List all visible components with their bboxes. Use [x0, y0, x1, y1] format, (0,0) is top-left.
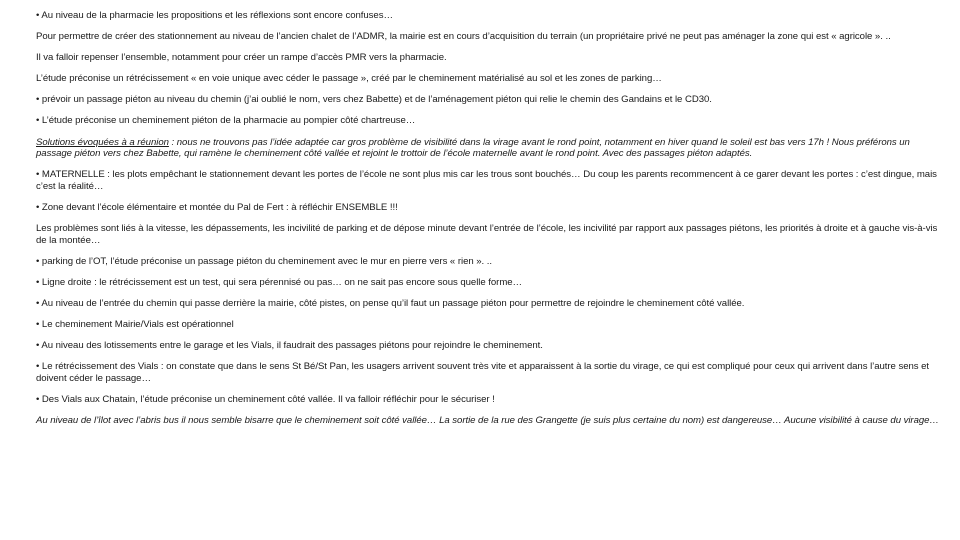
paragraph-vials-chatain: • Des Vials aux Chatain, l’étude préconise un cheminement côté vallée. Il va falloir réfléchir pour le sécuriser !	[36, 393, 495, 405]
solutions-heading: Solutions évoquées à a réunion	[36, 136, 169, 148]
paragraph-cheminement-pharmacie: • L’étude préconise un cheminement piéton de la pharmacie au pompier côté chartreuse…	[36, 115, 416, 127]
document-body	[36, 10, 948, 436]
solutions-text: : nous ne trouvons pas l’idée adaptée car gros problème de visibilité dans la virage avant le rond point, notamment en hiver quand le soleil est bas vers 17h ! Nous préférons un passage piéton vers chez Babette, qui ramène le cheminement côté vallée et rejoint le trottoir de l’école maternelle avant le rond point. Avec des passages piéton adaptés.	[36, 136, 910, 160]
paragraph-chemin-mairie: • Au niveau de l’entrée du chemin qui passe derrière la mairie, côté pistes, on pense qu’il faut un passage piéton pour permettre de rejoindre le cheminement côté vallée.	[36, 297, 745, 309]
paragraph-retrecissement-vials: • Le rétrécissement des Vials : on constate que dans le sens St Bé/St Pan, les usagers arrivent souvent très vite et apparaissent à la sortie du virage, ce qui est compliqué pour ceux qui arrivent dans l’autre sens et doivent céder le passage…	[36, 361, 930, 384]
paragraph-problemes: Les problèmes sont liés à la vitesse, les dépassements, les incivilité de parking et de dépose minute devant l’entrée de l’école, les incivilité par rapport aux passages piétons, les priorités à droite et à gauche vis-à-vis de la montée…	[36, 223, 938, 246]
paragraph-maternelle: • MATERNELLE : les plots empêchant le stationnement devant les portes de l’école ne sont plus mis car les trous sont bouchés… Du coup les parents recommencent à ce garer devant les portes : c’est dingue, mais c’est la réalité…	[36, 169, 937, 192]
paragraph-passage-pieton: • prévoir un passage piéton au niveau du chemin (j’ai oublié le nom, vers chez Babette) et de l’aménagement piéton qui relie le chemin des Gandains et le CD30.	[36, 94, 712, 106]
paragraph-cheminement-vials: • Le cheminement Mairie/Vials est opérationnel	[36, 319, 234, 330]
paragraph-zone-ecole: • Zone devant l’école élémentaire et montée du Pal de Fert : à réfléchir ENSEMBLE !!!	[36, 201, 398, 213]
paragraph-lotissements: • Au niveau des lotissements entre le garage et les Vials, il faudrait des passages piétons pour rejoindre le cheminement.	[36, 340, 543, 352]
paragraph-retrecissement: L’étude préconise un rétrécissement « en voie unique avec céder le passage », créé par le cheminement matérialisé au sol et les zones de parking…	[36, 73, 662, 85]
paragraph-rampe-pmr: Il va falloir repenser l’ensemble, notamment pour créer un rampe d’accès PMR vers la pharmacie.	[36, 52, 447, 64]
paragraph-ilot-abris-bus: Au niveau de l’îlot avec l’abris bus il nous semble bisarre que le cheminement soit côté vallée… La sortie de la rue des Grangette (je suis plus certaine du nom) est dangereuse… Aucune visibilité à cause du virage…	[36, 414, 939, 426]
paragraph-ligne-droite: • Ligne droite : le rétrécissement est un test, qui sera pérennisé ou pas… on ne sait pas encore sous quelle forme…	[36, 276, 523, 288]
paragraph-solutions	[36, 137, 948, 160]
paragraph-stationnement: Pour permettre de créer des stationnement au niveau de l’ancien chalet de l’ADMR, la mairie est en cours d’acquisition du terrain (un propriétaire privé ne peut pas aménager la zone qui est « agricole ». ..	[36, 31, 891, 43]
paragraph-pharmacie: • Au niveau de la pharmacie les propositions et les réflexions sont encore confuses…	[36, 10, 393, 21]
paragraph-parking-ot: • parking de l’OT, l’étude préconise un passage piéton du cheminement avec le mur en pierre vers « rien ». ..	[36, 255, 492, 267]
